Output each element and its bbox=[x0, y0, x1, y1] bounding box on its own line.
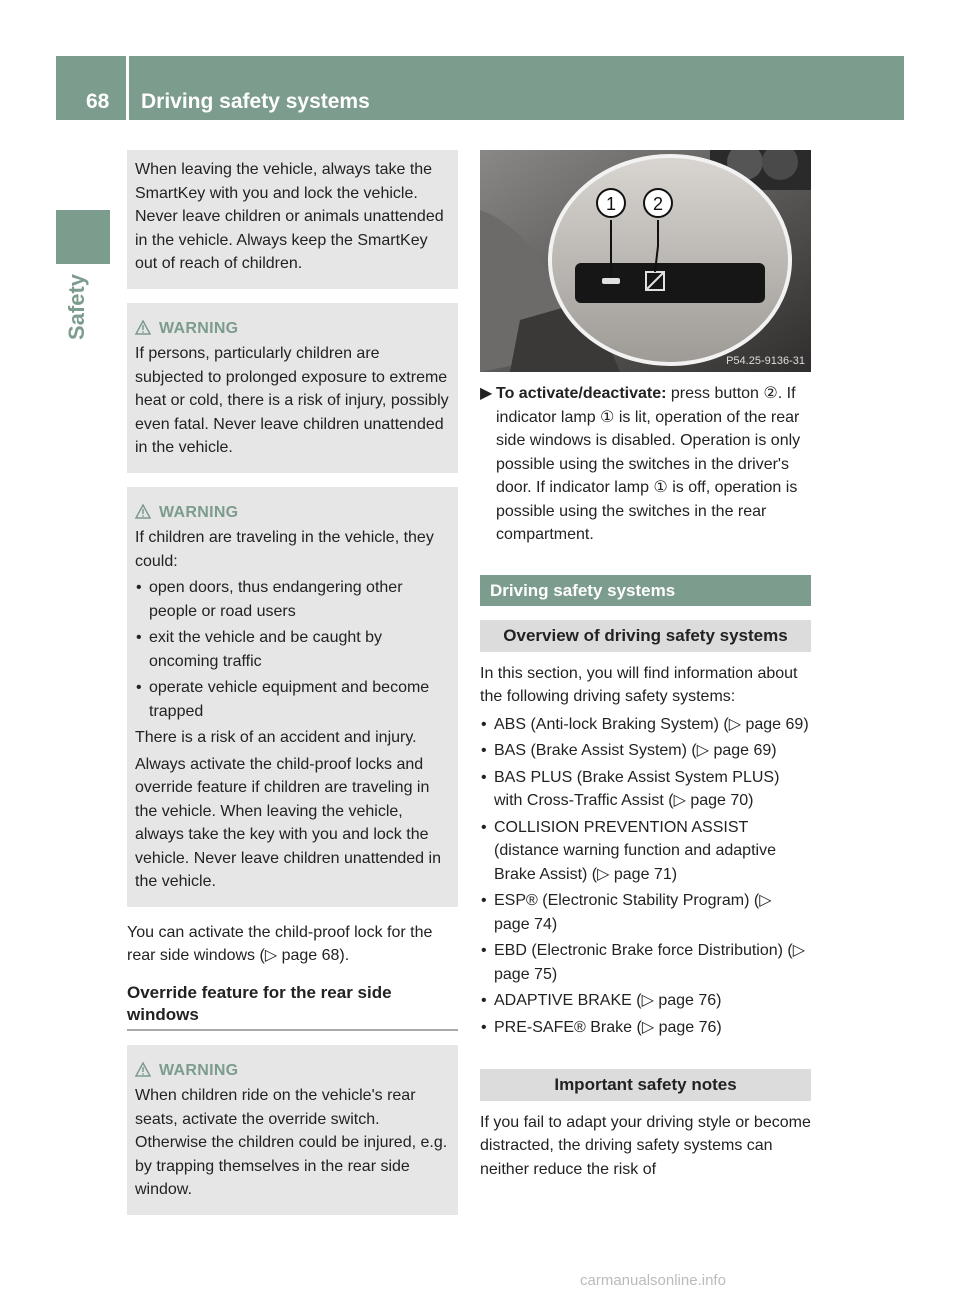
intro-note-text: When leaving the vehicle, always take the SmartKey with you and lock the vehicle. Never leave children or animals unattended in the vehicle. Always keep the SmartKey out of reach of children. bbox=[135, 161, 444, 272]
warning-triangle-icon bbox=[135, 317, 151, 341]
warning-text: If persons, particularly children are subjected to prolonged exposure to extreme heat or cold, there is a risk of injury, possibly even fatal. Never leave children unattended in the vehicle. bbox=[135, 345, 449, 456]
section-header-bar bbox=[129, 56, 904, 120]
warning-box-1 bbox=[127, 303, 458, 473]
list-item: • EBD (Electronic Brake force Distribution) (▷ page 75) bbox=[480, 939, 811, 986]
list-item: • BAS PLUS (Brake Assist System PLUS) with Cross-Traffic Assist (▷ page 70) bbox=[480, 766, 811, 813]
step-label: To activate/deactivate: bbox=[496, 385, 667, 402]
list-item: • PRE-SAFE® Brake (▷ page 76) bbox=[480, 1016, 811, 1040]
list-item: • exit the vehicle and be caught by oncoming traffic bbox=[135, 626, 450, 673]
list-item: • BAS (Brake Assist System) (▷ page 69) bbox=[480, 739, 811, 763]
watermark: carmanualsonline.info bbox=[580, 1272, 726, 1289]
callout-1: 1 bbox=[605, 194, 617, 214]
list-item: • COLLISION PREVENTION ASSIST (distance warning function and adaptive Brake Assist) (▷ page 71) bbox=[480, 816, 811, 887]
list-item: • operate vehicle equipment and become trapped bbox=[135, 676, 450, 723]
warning-advice-text: Always activate the child-proof locks and override feature if children are traveling in the vehicle. When leaving the vehicle, always take the key with you and lock the vehicle. Never leave children unattended in the vehicle. bbox=[135, 755, 441, 890]
warning-intro: If children are traveling in the vehicle, they could: bbox=[135, 529, 434, 570]
activate-instruction bbox=[480, 382, 811, 547]
list-item: • open doors, thus endangering other people or road users bbox=[135, 576, 450, 623]
right-column bbox=[480, 150, 811, 1181]
intro-note-box bbox=[127, 150, 458, 289]
warning-title: WARNING bbox=[159, 1061, 239, 1079]
notes-text: If you fail to adapt your driving style or become distracted, the driving safety systems can neither reduce the risk of bbox=[480, 1113, 811, 1178]
overview-heading: Overview of driving safety systems bbox=[480, 620, 811, 652]
warning-box-2 bbox=[127, 487, 458, 907]
overview-intro: In this section, you will find information about the following driving safety systems: bbox=[480, 664, 798, 705]
systems-list bbox=[480, 713, 811, 1040]
warning-box-3 bbox=[127, 1045, 458, 1215]
warning-title: WARNING bbox=[159, 503, 239, 521]
notes-heading: Important safety notes bbox=[480, 1069, 811, 1101]
warning-triangle-icon bbox=[135, 1059, 151, 1083]
left-column bbox=[127, 150, 458, 1229]
figure-ref-code: P54.25-9136-31 bbox=[726, 355, 805, 367]
override-subheading: Override feature for the rear side windows bbox=[127, 982, 458, 1031]
warning-title: WARNING bbox=[159, 319, 239, 337]
step-arrow-icon: ▶ bbox=[480, 385, 493, 402]
door-panel-figure bbox=[480, 150, 811, 372]
sidebar-marker bbox=[56, 210, 110, 264]
page-number-block bbox=[56, 56, 126, 120]
child-lock-paragraph: You can activate the child-proof lock for the rear side windows (▷ page 68). bbox=[127, 923, 433, 964]
sidebar-tab-label: Safety bbox=[64, 273, 89, 340]
list-item: • ABS (Anti-lock Braking System) (▷ page 69) bbox=[480, 713, 811, 737]
list-item: • ADAPTIVE BRAKE (▷ page 76) bbox=[480, 989, 811, 1013]
list-item: • ESP® (Electronic Stability Program) (▷ page 74) bbox=[480, 889, 811, 936]
callout-2: 2 bbox=[652, 194, 664, 214]
step-text: press button ②. If indicator lamp ① is lit, operation of the rear side windows is disabled. Operation is only possible using the switches in the driver's door. If indicator lamp ① is off, operation is possible using the switches in the rear compartment. bbox=[496, 385, 801, 543]
warning-text: When children ride on the vehicle's rear seats, activate the override switch. Otherwise the children could be injured, e.g. by trapping themselves in the rear side window. bbox=[135, 1087, 448, 1198]
warning-risk-text: There is a risk of an accident and injury. bbox=[135, 729, 417, 746]
section-heading: Driving safety systems bbox=[480, 575, 811, 607]
warning-bullet-list bbox=[135, 576, 450, 723]
warning-triangle-icon bbox=[135, 501, 151, 525]
page-number: 68 bbox=[86, 90, 110, 113]
section-title: Driving safety systems bbox=[141, 90, 370, 113]
